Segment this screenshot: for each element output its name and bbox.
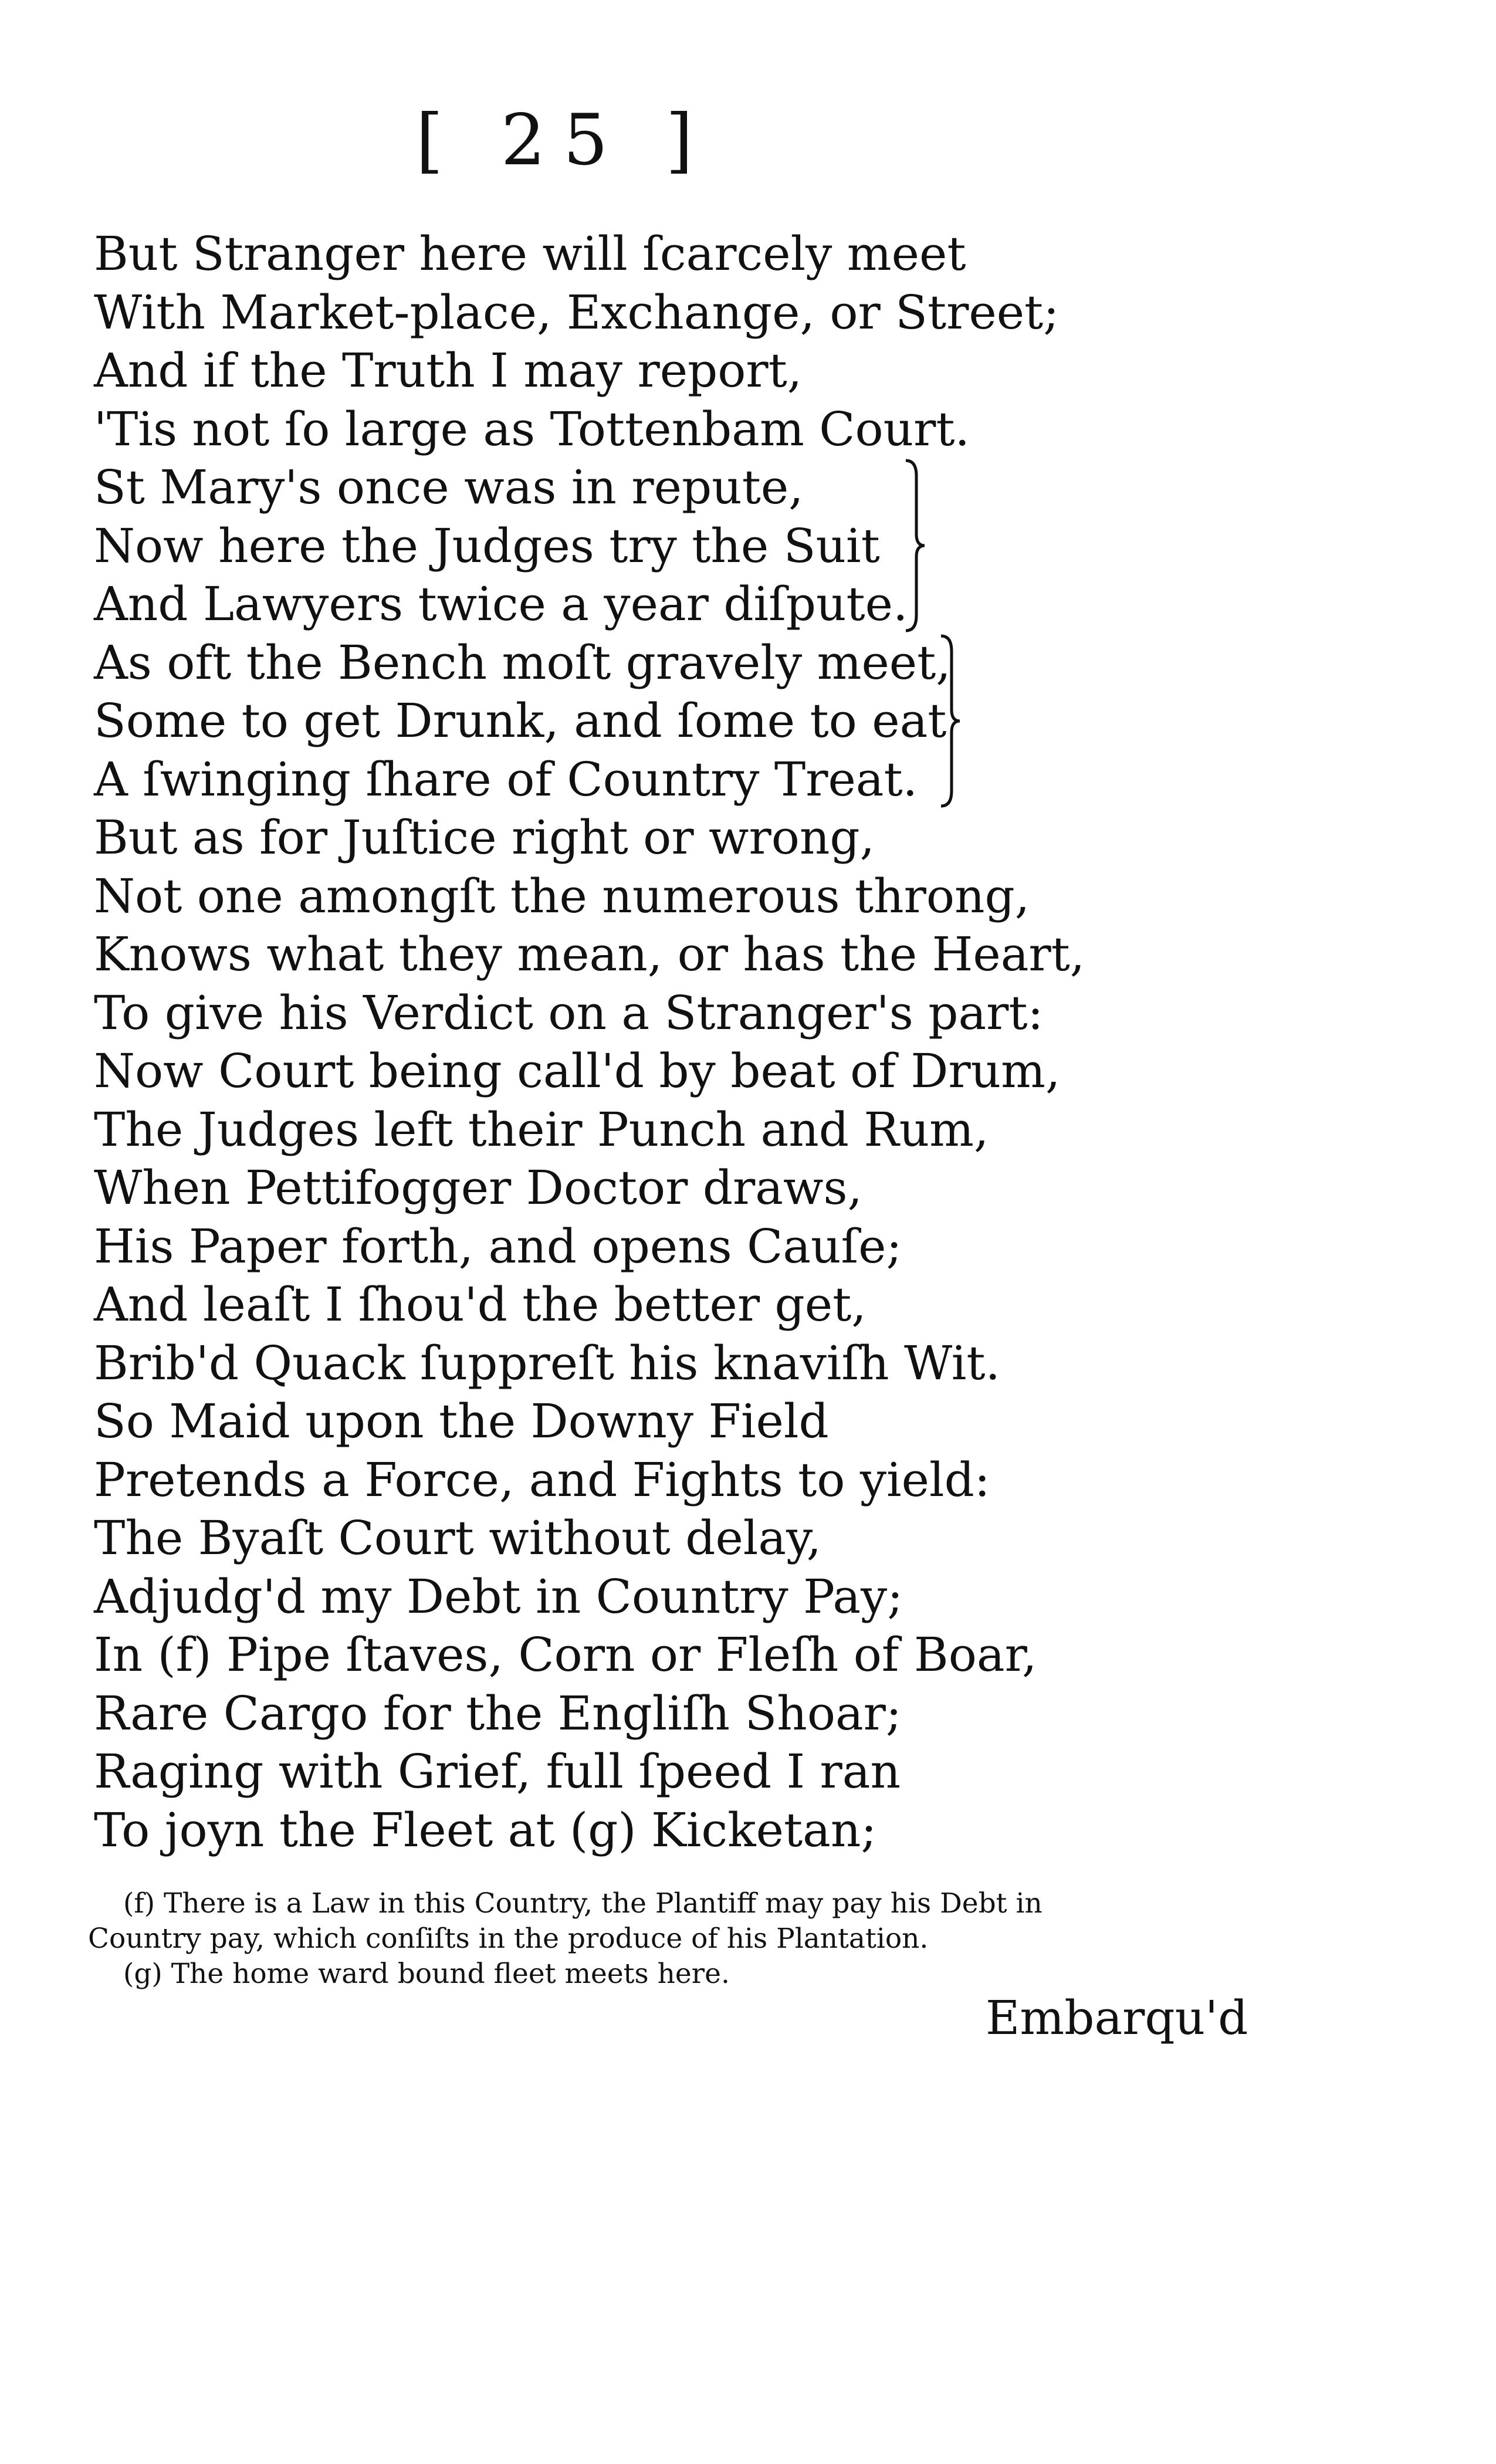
poem-line: But Stranger here will ſcarcely meet (94, 226, 966, 281)
poem-line: But as for Juſtice right or wrong, (94, 810, 875, 865)
poem-line: When Pettifogger Doctor draws, (94, 1160, 862, 1215)
poem-line: Knows what they mean, or has the Heart, (94, 927, 1085, 981)
poem-line: Brib'd Quack ſuppreſt his knaviſh Wit. (94, 1335, 1000, 1390)
poem-line: Pretends a Force, and Fights to yield: (94, 1452, 990, 1507)
poem-line: With Market-place, Exchange, or Street; (94, 285, 1060, 340)
poem-line: Now Court being call'd by beat of Drum, (94, 1044, 1061, 1098)
poem-line: To give his Verdict on a Stranger's part: (94, 985, 1044, 1040)
catchword: Embarqu'd (986, 1991, 1248, 2045)
poem-line: In (f) Pipe ſtaves, Corn or Fleſh of Boar, (94, 1627, 1037, 1682)
footnote: Country pay, which conſiſts in the produce of his Plantation. (88, 1923, 929, 1955)
poem-line: And leaſt I ſhou'd the better get, (94, 1277, 867, 1332)
footnotes (88, 1886, 1250, 1992)
poem-line: And if the Truth I may report, (94, 343, 803, 398)
footnote: (g) The home ward bound fleet meets here. (123, 1958, 730, 1990)
triplet-brace (903, 458, 927, 633)
poem-line: His Paper forth, and opens Cauſe; (94, 1219, 902, 1274)
poem-line: Rare Cargo for the Engliſh Shoar; (94, 1685, 902, 1741)
poem-line: So Maid upon the Downy Field (94, 1394, 829, 1448)
poem-line: The Byaſt Court without delay, (94, 1511, 822, 1565)
poem-line: The Judges left their Punch and Rum, (94, 1102, 989, 1157)
poem-line: A ſwinging ſhare of Country Treat. (94, 752, 918, 807)
poem-line: And Lawyers twice a year diſpute. (94, 577, 908, 631)
poem-line: 'Tis not ſo large as Tottenbam Court. (94, 401, 970, 456)
poem-line: St Mary's once was in repute, (94, 460, 804, 515)
poem-text (94, 225, 1209, 1859)
poem-line: Adjudg'd my Debt in Country Pay; (94, 1569, 903, 1624)
poem-line: To joyn the Fleet at (g) Kicketan; (94, 1802, 877, 1857)
poem-line: Not one amongſt the numerous throng, (94, 868, 1030, 923)
page-number: [ 25 ] (415, 100, 711, 181)
poem-line: As oft the Bench moſt gravely meet, (94, 635, 951, 690)
triplet-brace (939, 634, 962, 808)
poem-line: Raging with Grief, full ſpeed I ran (94, 1744, 901, 1799)
footnote: (f) There is a Law in this Country, the Plantiff may pay his Debt in (123, 1887, 1043, 1920)
poem-line: Some to get Drunk, and ſome to eat (94, 693, 947, 748)
poem-line: Now here the Judges try the Suit (94, 518, 880, 573)
